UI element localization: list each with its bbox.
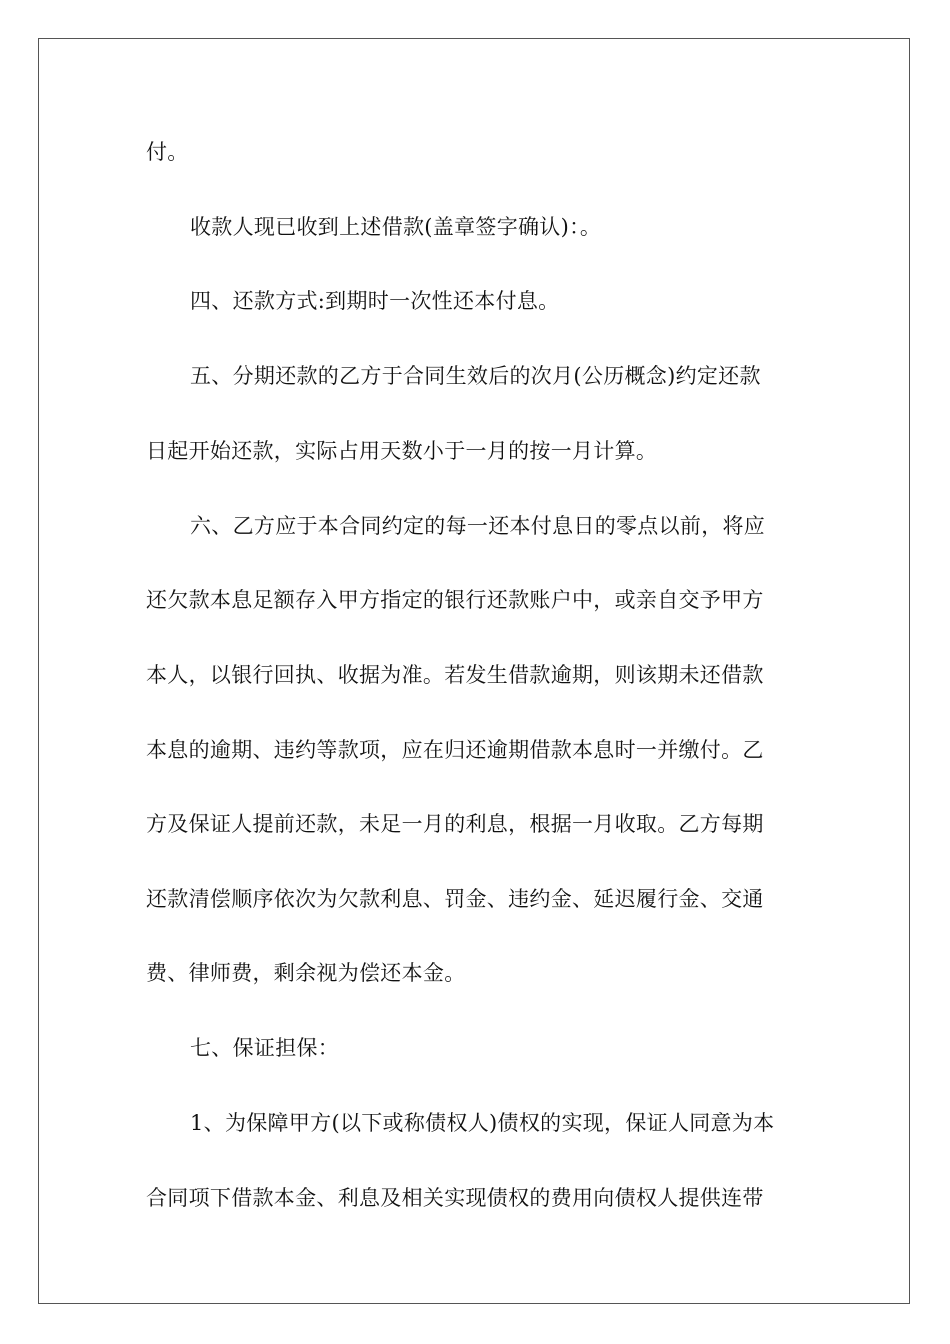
text-line: 付。 bbox=[146, 140, 189, 164]
text-line: 本息的逾期、违约等款项，应在归还逾期借款本息时一并缴付。乙 bbox=[146, 738, 764, 762]
text-line: 六、乙方应于本合同约定的每一还本付息日的零点以前，将应 bbox=[190, 514, 766, 538]
text-line: 方及保证人提前还款，未足一月的利息，根据一月收取。乙方每期 bbox=[146, 812, 764, 836]
text-line: 收款人现已收到上述借款(盖章签字确认)：。 bbox=[190, 215, 602, 239]
text-line: 费、律师费，剩余视为偿还本金。 bbox=[146, 961, 466, 985]
text-line: 本人，以银行回执、收据为准。若发生借款逾期，则该期未还借款 bbox=[146, 663, 764, 687]
text-line: 五、分期还款的乙方于合同生效后的次月(公历概念)约定还款 bbox=[190, 364, 761, 388]
text-line: 四、还款方式:到期时一次性还本付息。 bbox=[190, 289, 560, 313]
text-line: 合同项下借款本金、利息及相关实现债权的费用向债权人提供连带 bbox=[146, 1186, 764, 1210]
text-line: 日起开始还款，实际占用天数小于一月的按一月计算。 bbox=[146, 439, 658, 463]
section-heading: 七、保证担保： bbox=[190, 1036, 340, 1060]
text-line: 还款清偿顺序依次为欠款利息、罚金、违约金、延迟履行金、交通 bbox=[146, 887, 764, 911]
text-line: 还欠款本息足额存入甲方指定的银行还款账户中，或亲自交予甲方 bbox=[146, 588, 764, 612]
text-line: 1、为保障甲方(以下或称债权人)债权的实现，保证人同意为本 bbox=[190, 1111, 775, 1135]
